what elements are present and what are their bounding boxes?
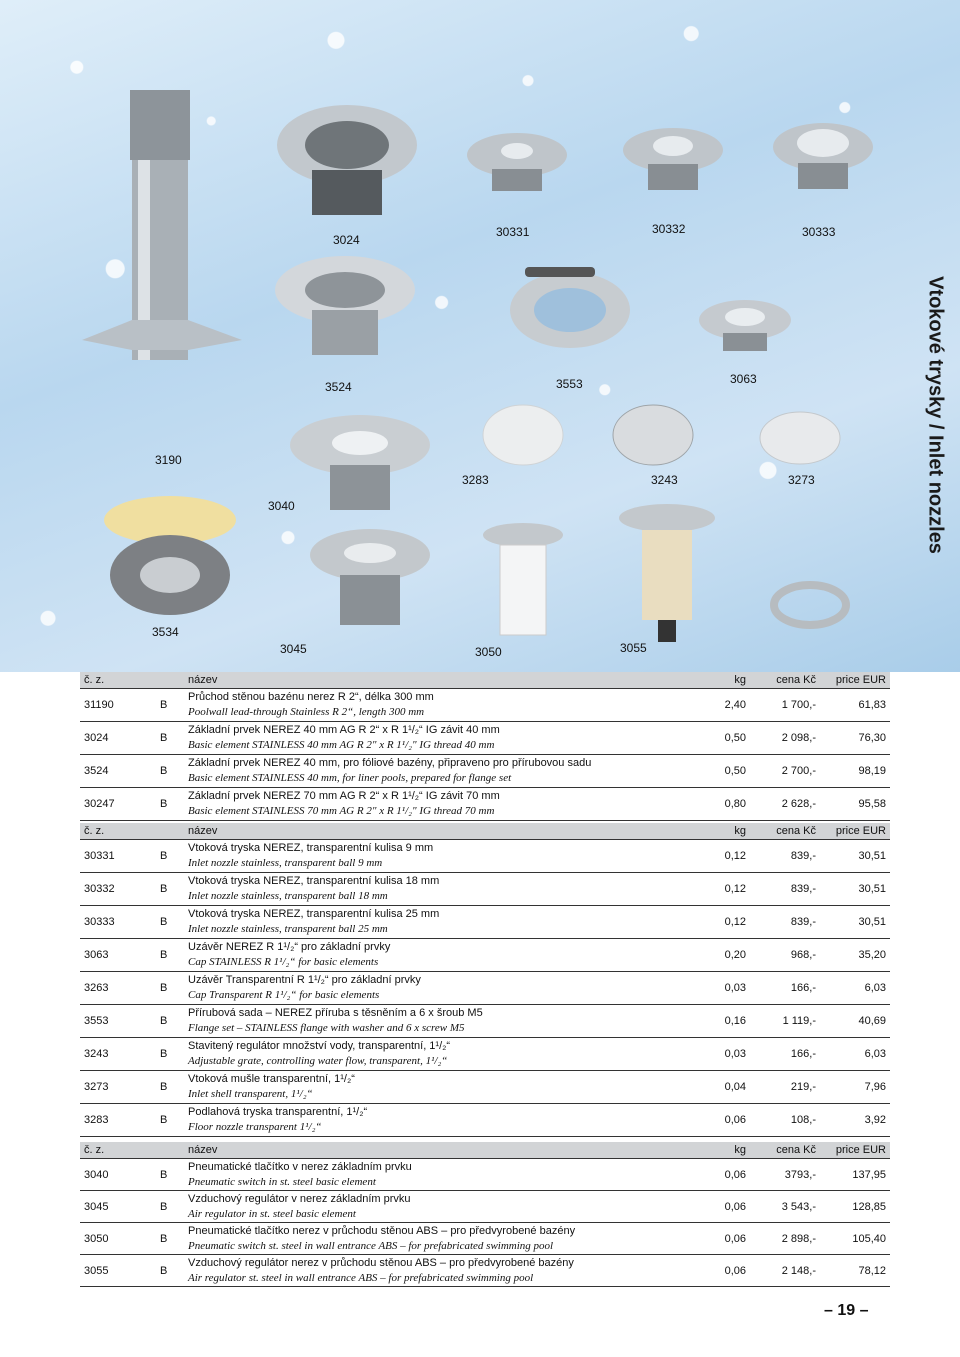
col-cena: cena Kč xyxy=(750,823,820,840)
table-cell: 3283 xyxy=(80,1104,156,1137)
table-cell: B xyxy=(156,972,184,1005)
table-cell: B xyxy=(156,873,184,906)
table-cell: 3243 xyxy=(80,1038,156,1071)
table-cell xyxy=(184,939,692,972)
product-label: 30331 xyxy=(496,225,530,239)
table-cell: 0,16 xyxy=(692,1005,750,1038)
product-label: 3190 xyxy=(155,453,182,467)
table-cell xyxy=(184,722,692,755)
item-name-cz: Základní prvek NEREZ 40 mm AG R 2“ x R 1¹/₂“ IG závit 40 mm xyxy=(188,724,500,736)
item-name-cz: Vtoková mušle transparentní, 1¹/₂“ xyxy=(188,1073,355,1085)
product-image-3190 xyxy=(82,90,242,370)
table-cell xyxy=(184,972,692,1005)
product-image-flange-ring xyxy=(770,580,850,630)
item-name-cz: Základní prvek NEREZ 70 mm AG R 2“ x R 1¹/₂“ IG závit 70 mm xyxy=(188,790,500,802)
table-row xyxy=(80,1005,890,1038)
table-cell: 7,96 xyxy=(820,1071,890,1104)
table-header-row xyxy=(80,1142,890,1159)
product-image-3534 xyxy=(100,480,240,630)
table-cell: 0,50 xyxy=(692,722,750,755)
side-title: Vtokové trysky / Inlet nozzles xyxy=(924,276,947,554)
table-row xyxy=(80,788,890,821)
col-kg: kg xyxy=(692,823,750,840)
col-code: č. z. xyxy=(80,823,156,840)
table-cell: 0,06 xyxy=(692,1255,750,1287)
col-name: název xyxy=(184,1142,692,1159)
col-code: č. z. xyxy=(80,672,156,689)
table-cell: 137,95 xyxy=(820,1159,890,1191)
table-cell xyxy=(184,1038,692,1071)
col-code: č. z. xyxy=(80,1142,156,1159)
table-cell: 0,04 xyxy=(692,1071,750,1104)
table-cell: 0,12 xyxy=(692,906,750,939)
product-label: 3524 xyxy=(325,380,352,394)
table-row xyxy=(80,755,890,788)
item-name-en: Inlet nozzle stainless, transparent ball 25 mm xyxy=(188,923,388,935)
table-cell: 95,58 xyxy=(820,788,890,821)
product-label: 3553 xyxy=(556,377,583,391)
item-name-en: Cap STAINLESS R 1¹/₂“ for basic elements xyxy=(188,956,379,968)
table-cell: 0,12 xyxy=(692,840,750,873)
product-label: 3063 xyxy=(730,372,757,386)
table-cell: 166,- xyxy=(750,972,820,1005)
product-label: 3045 xyxy=(280,642,307,656)
price-table-pneumatic xyxy=(80,1142,890,1287)
table-cell: B xyxy=(156,1223,184,1255)
col-cena: cena Kč xyxy=(750,672,820,689)
table-cell: B xyxy=(156,1104,184,1137)
table-row xyxy=(80,1255,890,1287)
product-label: 3040 xyxy=(268,499,295,513)
table-cell: 3263 xyxy=(80,972,156,1005)
product-label: 3055 xyxy=(620,641,647,655)
table-cell xyxy=(184,755,692,788)
table-cell: 3045 xyxy=(80,1191,156,1223)
table-cell: 0,06 xyxy=(692,1104,750,1137)
table-cell: 30332 xyxy=(80,873,156,906)
table-cell: B xyxy=(156,722,184,755)
table-cell: 31190 xyxy=(80,689,156,722)
table-cell: 30,51 xyxy=(820,840,890,873)
table-cell: 3553 xyxy=(80,1005,156,1038)
table-cell: 128,85 xyxy=(820,1191,890,1223)
table-cell: 0,50 xyxy=(692,755,750,788)
product-label: 3534 xyxy=(152,625,179,639)
product-image-30332 xyxy=(618,120,728,195)
price-table-basic-elements xyxy=(80,672,890,821)
col-kg: kg xyxy=(692,672,750,689)
table-cell xyxy=(184,840,692,873)
table-row xyxy=(80,840,890,873)
table-cell: 3040 xyxy=(80,1159,156,1191)
product-image-3283 xyxy=(478,400,568,470)
item-name-cz: Pneumatické tlačítko nerez v průchodu stěnou ABS – pro předvyrobené bazény xyxy=(188,1224,576,1237)
item-name-en: Basic element STAINLESS 70 mm AG R 2" x R 1¹/₂" IG thread 70 mm xyxy=(188,805,495,817)
table-cell: 0,80 xyxy=(692,788,750,821)
item-name-cz: Základní prvek NEREZ 40 mm, pro fóliové bazény, připraveno pro přírubovou sadu xyxy=(188,757,592,769)
table-cell: B xyxy=(156,755,184,788)
table-cell: 30247 xyxy=(80,788,156,821)
table-cell: B xyxy=(156,788,184,821)
product-photo-area xyxy=(0,0,960,672)
table-cell: 3024 xyxy=(80,722,156,755)
table-cell: B xyxy=(156,1255,184,1287)
table-cell: 839,- xyxy=(750,840,820,873)
item-name-en: Inlet nozzle stainless, transparent ball 9 mm xyxy=(188,857,383,869)
item-name-en: Pneumatic switch in st. steel basic element xyxy=(188,1175,376,1188)
table-cell xyxy=(184,788,692,821)
table-cell: 1 119,- xyxy=(750,1005,820,1038)
product-label: 3024 xyxy=(333,233,360,247)
table-cell: 40,69 xyxy=(820,1005,890,1038)
table-cell xyxy=(184,689,692,722)
item-name-en: Inlet nozzle stainless, transparent ball 18 mm xyxy=(188,890,388,902)
table-cell: 839,- xyxy=(750,873,820,906)
table-cell: 2 898,- xyxy=(750,1223,820,1255)
table-cell: B xyxy=(156,939,184,972)
item-name-cz: Stavitený regulátor množství vody, transparentní, 1¹/₂“ xyxy=(188,1040,451,1052)
product-image-3040 xyxy=(285,405,435,515)
table-cell: 0,06 xyxy=(692,1223,750,1255)
table-cell xyxy=(184,1071,692,1104)
item-name-en: Poolwall lead-through Stainless R 2“, length 300 mm xyxy=(188,706,425,718)
table-cell: 2 628,- xyxy=(750,788,820,821)
table-cell: B xyxy=(156,840,184,873)
table-cell: B xyxy=(156,1005,184,1038)
table-cell: 105,40 xyxy=(820,1223,890,1255)
item-name-cz: Vtoková tryska NEREZ, transparentní kulisa 9 mm xyxy=(188,842,434,854)
table-row xyxy=(80,873,890,906)
table-cell: 35,20 xyxy=(820,939,890,972)
col-name: název xyxy=(184,823,692,840)
table-cell xyxy=(184,1159,692,1191)
table-row xyxy=(80,906,890,939)
table-cell: 30333 xyxy=(80,906,156,939)
table-cell: 98,19 xyxy=(820,755,890,788)
table-row xyxy=(80,1104,890,1137)
product-label: 30333 xyxy=(802,225,836,239)
table-cell: B xyxy=(156,906,184,939)
table-cell: B xyxy=(156,1038,184,1071)
col-name: název xyxy=(184,672,692,689)
table-cell xyxy=(184,1104,692,1137)
table-cell: 0,12 xyxy=(692,873,750,906)
table-cell xyxy=(184,873,692,906)
table-cell xyxy=(184,1191,692,1223)
table-cell xyxy=(184,1255,692,1287)
table-cell: 0,06 xyxy=(692,1191,750,1223)
table-row xyxy=(80,972,890,1005)
col-kg: kg xyxy=(692,1142,750,1159)
table-cell: 108,- xyxy=(750,1104,820,1137)
table-cell xyxy=(184,1005,692,1038)
table-cell: 78,12 xyxy=(820,1255,890,1287)
product-label: 3273 xyxy=(788,473,815,487)
table-header-row xyxy=(80,823,890,840)
product-image-30333 xyxy=(768,115,878,195)
item-name-cz: Vzduchový regulátor v nerez základním prvku xyxy=(188,1192,411,1205)
item-name-cz: Pneumatické tlačítko v nerez základním prvku xyxy=(188,1160,412,1173)
table-cell: 3050 xyxy=(80,1223,156,1255)
table-header-row xyxy=(80,672,890,689)
table-row xyxy=(80,1071,890,1104)
table-row xyxy=(80,1038,890,1071)
table-cell: 2 148,- xyxy=(750,1255,820,1287)
item-name-cz: Uzávěr Transparentní R 1¹/₂“ pro základní prvky xyxy=(188,974,421,986)
table-cell: 3055 xyxy=(80,1255,156,1287)
table-cell: 2 098,- xyxy=(750,722,820,755)
table-cell: 30,51 xyxy=(820,906,890,939)
item-name-en: Inlet shell transparent, 1¹/₂“ xyxy=(188,1088,313,1100)
table-cell xyxy=(184,1223,692,1255)
table-cell: 30,51 xyxy=(820,873,890,906)
product-image-3063 xyxy=(695,295,795,355)
table-cell: 3273 xyxy=(80,1071,156,1104)
table-row xyxy=(80,1223,890,1255)
item-name-en: Air regulator in st. steel basic element xyxy=(188,1207,356,1220)
product-label: 3050 xyxy=(475,645,502,659)
item-name-en: Basic element STAINLESS 40 mm, for liner pools, prepared for flange set xyxy=(188,772,512,784)
col-eur: price EUR xyxy=(820,672,890,689)
table-cell: 6,03 xyxy=(820,972,890,1005)
item-name-en: Floor nozzle transparent 1¹/₂“ xyxy=(188,1121,322,1133)
col-cena: cena Kč xyxy=(750,1142,820,1159)
table-cell: 1 700,- xyxy=(750,689,820,722)
item-name-en: Cap Transparent R 1¹/₂“ for basic elements xyxy=(188,989,380,1001)
item-name-cz: Vzduchový regulátor nerez v průchodu stěnou ABS – pro předvyrobené bazény xyxy=(188,1256,574,1269)
table-cell: 0,03 xyxy=(692,1038,750,1071)
table-cell: 3524 xyxy=(80,755,156,788)
product-image-3553 xyxy=(505,255,635,355)
table-row xyxy=(80,689,890,722)
product-label: 3243 xyxy=(651,473,678,487)
table-row xyxy=(80,722,890,755)
table-cell: 968,- xyxy=(750,939,820,972)
product-image-3050 xyxy=(478,520,568,640)
table-cell: 2,40 xyxy=(692,689,750,722)
product-label: 30332 xyxy=(652,222,686,236)
page-number: – 19 – xyxy=(824,1302,869,1319)
table-cell: 61,83 xyxy=(820,689,890,722)
col-eur: price EUR xyxy=(820,823,890,840)
item-name-en: Basic element STAINLESS 40 mm AG R 2" x R 1¹/₂" IG thread 40 mm xyxy=(188,739,495,751)
table-cell: 3 543,- xyxy=(750,1191,820,1223)
item-name-cz: Vtoková tryska NEREZ, transparentní kulisa 25 mm xyxy=(188,908,440,920)
table-cell: B xyxy=(156,1071,184,1104)
item-name-en: Adjustable grate, controlling water flow, transparent, 1¹/₂“ xyxy=(188,1055,448,1067)
item-name-cz: Podlahová tryska transparentní, 1¹/₂“ xyxy=(188,1106,368,1118)
table-cell: B xyxy=(156,689,184,722)
product-image-3045 xyxy=(300,520,440,630)
table-cell xyxy=(184,906,692,939)
item-name-en: Flange set – STAINLESS flange with washer and 6 x screw M5 xyxy=(188,1022,465,1034)
table-cell: B xyxy=(156,1159,184,1191)
item-name-cz: Vtoková tryska NEREZ, transparentní kulisa 18 mm xyxy=(188,875,440,887)
table-cell: 3,92 xyxy=(820,1104,890,1137)
table-cell: 30331 xyxy=(80,840,156,873)
table-cell: 0,03 xyxy=(692,972,750,1005)
item-name-cz: Průchod stěnou bazénu nerez R 2“, délka 300 mm xyxy=(188,691,434,703)
col-eur: price EUR xyxy=(820,1142,890,1159)
table-cell: B xyxy=(156,1191,184,1223)
table-cell: 166,- xyxy=(750,1038,820,1071)
table-cell: 3793,- xyxy=(750,1159,820,1191)
product-image-3243 xyxy=(608,400,698,470)
table-cell: 0,20 xyxy=(692,939,750,972)
item-name-en: Air regulator st. steel in wall entrance ABS – for prefabricated swimming pool xyxy=(188,1271,534,1284)
item-name-cz: Uzávěr NEREZ R 1¹/₂“ pro základní prvky xyxy=(188,941,391,953)
product-image-3273 xyxy=(755,400,845,470)
item-name-en: Pneumatic switch st. steel in wall entrance ABS – for prefabricated swimming pool xyxy=(188,1239,554,1252)
table-cell: 76,30 xyxy=(820,722,890,755)
table-row xyxy=(80,1159,890,1191)
table-row xyxy=(80,1191,890,1223)
product-image-3024 xyxy=(272,100,422,220)
product-image-3055 xyxy=(612,500,722,645)
table-cell: 6,03 xyxy=(820,1038,890,1071)
table-cell: 3063 xyxy=(80,939,156,972)
table-cell: 0,06 xyxy=(692,1159,750,1191)
table-cell: 2 700,- xyxy=(750,755,820,788)
product-image-3524 xyxy=(270,250,420,360)
table-cell: 219,- xyxy=(750,1071,820,1104)
price-table-inlet-nozzles xyxy=(80,823,890,1137)
table-row xyxy=(80,939,890,972)
product-image-30331 xyxy=(462,125,572,195)
table-cell: 839,- xyxy=(750,906,820,939)
product-label: 3283 xyxy=(462,473,489,487)
item-name-cz: Přírubová sada – NEREZ příruba s těsněním a 6 x šroub M5 xyxy=(188,1007,483,1019)
